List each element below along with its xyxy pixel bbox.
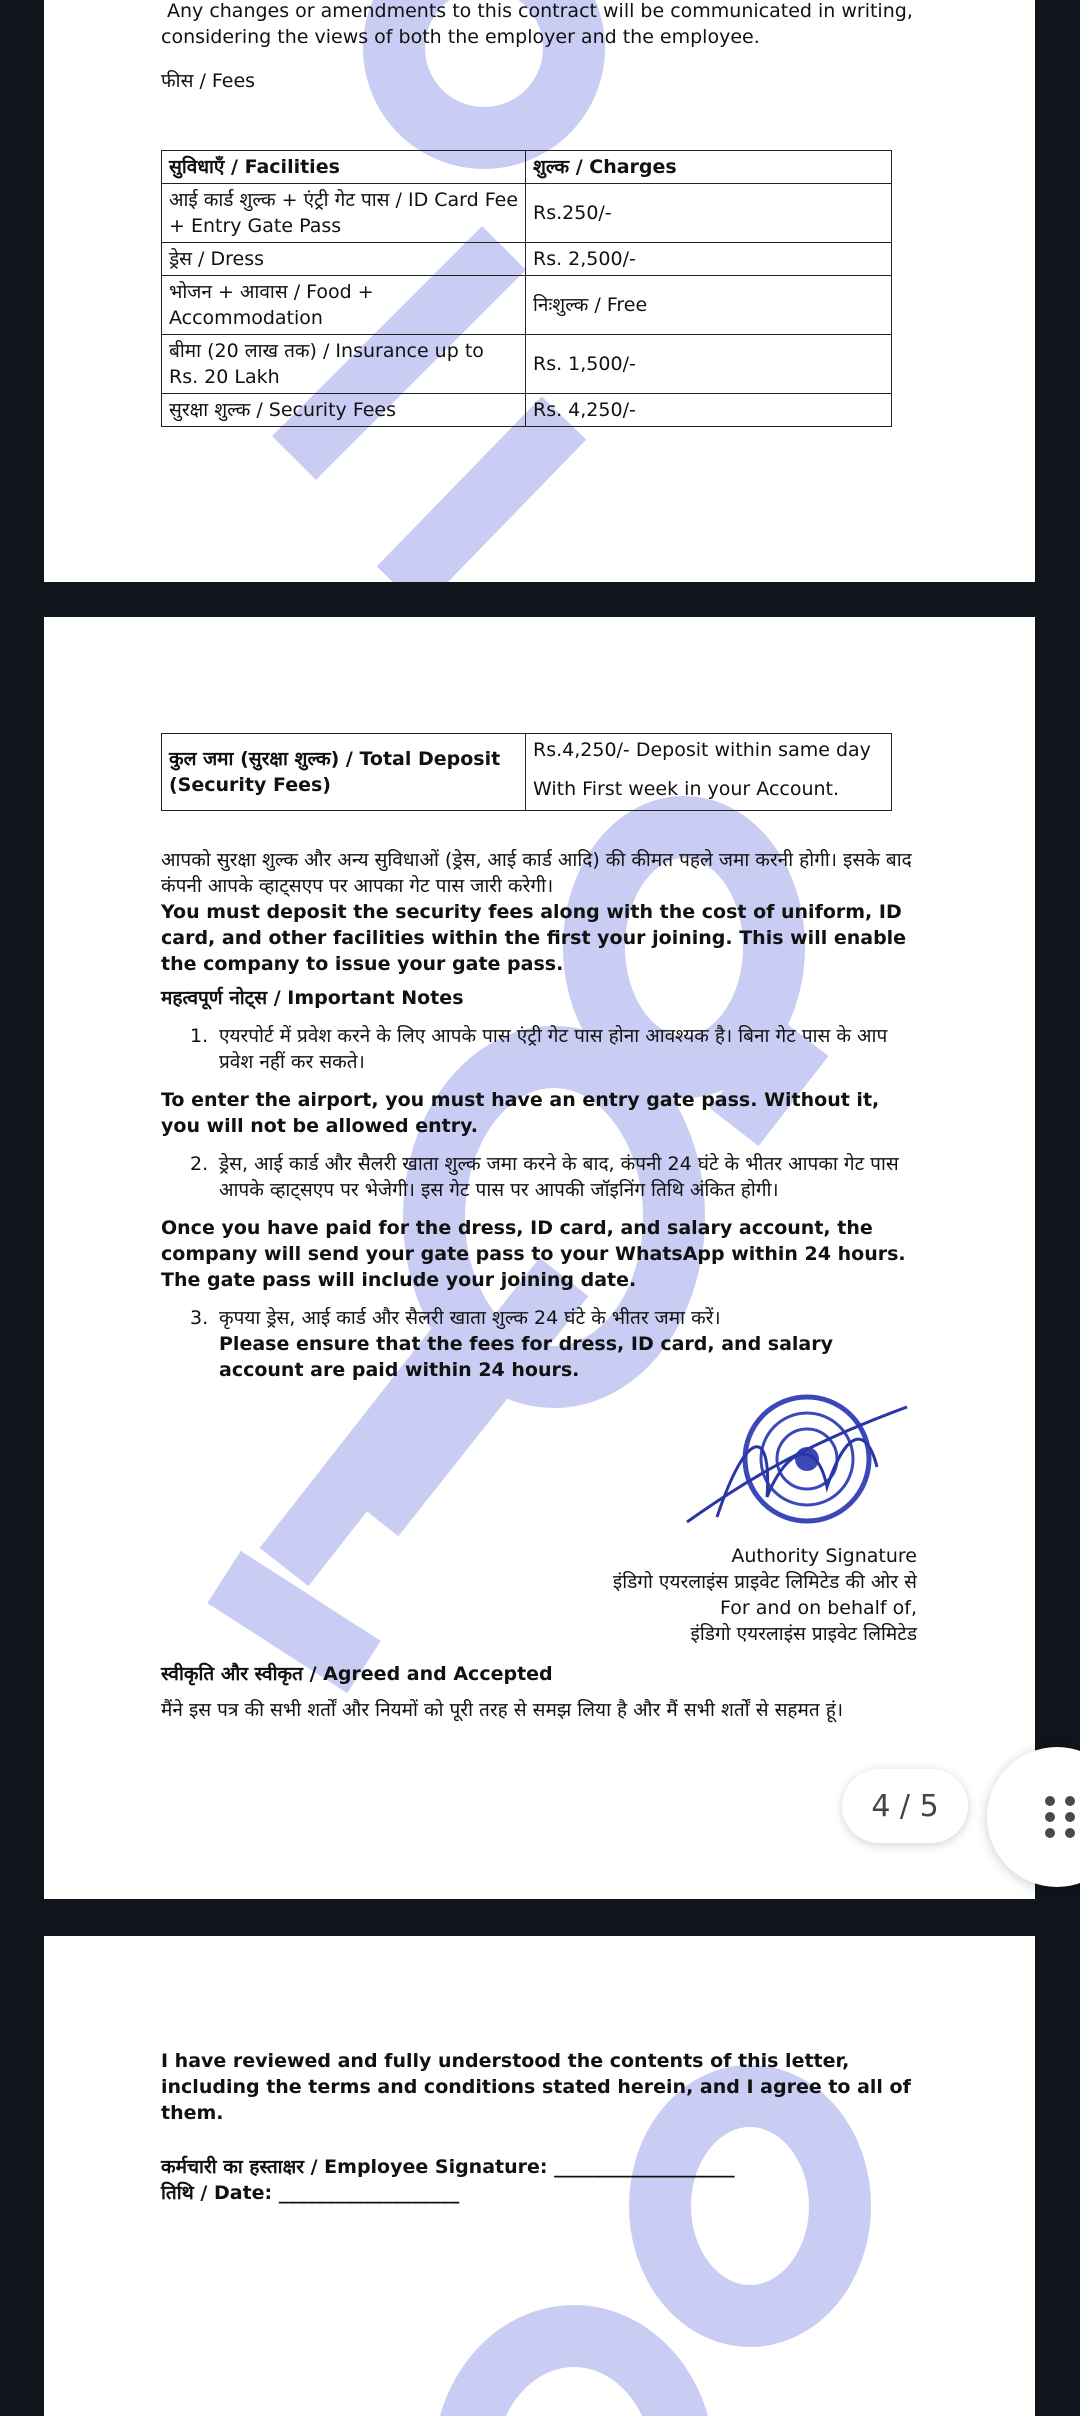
important-notes-heading: महत्वपूर्ण नोट्स / Important Notes — [161, 987, 464, 1009]
agreed-heading: स्वीकृति और स्वीकृत / Agreed and Accepted — [161, 1663, 553, 1685]
fees-heading: फीस / Fees — [161, 70, 256, 92]
header-charges: शुल्क / Charges — [526, 151, 892, 184]
fees-table — [161, 150, 892, 427]
grid-dots-icon — [1044, 1795, 1078, 1839]
deposit-value-cell — [526, 734, 892, 811]
facility-cell: सुरक्षा शुल्क / Security Fees — [162, 394, 526, 427]
document-page-3 — [44, 0, 1035, 582]
note-number: 2. — [190, 1153, 209, 1175]
agreed-text: मैंने इस पत्र की सभी शर्तों और नियमों को पूरी तरह से समझ लिया है और मैं सभी शर्तों से सहमत हूं। — [161, 1699, 844, 1721]
sig-line-4: इंडिगो एयरलाइंस प्राइवेट लिमिटेड — [690, 1623, 917, 1645]
note-number: 1. — [190, 1025, 209, 1047]
deposit-table — [161, 733, 892, 811]
deposit-value-line-2: With First week in your Account. — [533, 778, 840, 800]
sig-line-3: For and on behalf of, — [719, 1597, 917, 1619]
note-1-english: To enter the airport, you must have an entry gate pass. Without it, you will not be allowed entry. — [161, 1089, 880, 1137]
amendment-line-2: considering the views of both the employer and the employee. — [161, 26, 760, 48]
authority-stamp-signature — [677, 1387, 917, 1537]
date-line: तिथि / Date: ___________________ — [161, 2182, 460, 2204]
charge-cell: Rs.250/- — [526, 184, 892, 243]
table-row — [162, 335, 892, 394]
facility-cell: बीमा (20 लाख तक) / Insurance up to Rs. 20 Lakh — [162, 335, 526, 394]
table-row — [162, 184, 892, 243]
notes-list — [161, 1305, 917, 1383]
charge-cell: Rs. 4,250/- — [526, 394, 892, 427]
charge-cell: निःशुल्क / Free — [526, 276, 892, 335]
table-row — [162, 243, 892, 276]
facility-cell: ड्रेस / Dress — [162, 243, 526, 276]
employee-signature-line: कर्मचारी का हस्ताक्षर / Employee Signature: ___________________ — [161, 2156, 735, 2178]
charge-cell: Rs. 1,500/- — [526, 335, 892, 394]
note-1-hindi: एयरपोर्ट में प्रवेश करने के लिए आपके पास एंट्री गेट पास होना आवश्यक है। बिना गेट पास के आप प्रवेश नहीं कर सकते। — [219, 1025, 888, 1073]
charge-cell: Rs. 2,500/- — [526, 243, 892, 276]
note-number: 3. — [190, 1307, 209, 1329]
header-facilities: सुविधाएँ / Facilities — [162, 151, 526, 184]
table-header-row — [162, 151, 892, 184]
note-3-hindi: कृपया ड्रेस, आई कार्ड और सैलरी खाता शुल्क 24 घंटे के भीतर जमा करें। — [219, 1307, 721, 1329]
deposit-label: कुल जमा (सुरक्षा शुल्क) / Total Deposit (Security Fees) — [162, 734, 526, 811]
note-2-hindi: ड्रेस, आई कार्ड और सैलरी खाता शुल्क जमा करने के बाद, कंपनी 24 घंटे के भीतर आपका गेट पास आपके व्हाट्सएप पर भेजेगी। इस गेट पास पर आपकी जॉइनिंग तिथि अंकित होगी। — [219, 1153, 899, 1201]
page-indicator — [842, 1769, 968, 1843]
note-3-english: Please ensure that the fees for dress, ID card, and salary account are paid within 24 hours. — [219, 1333, 834, 1381]
signature-block — [161, 1543, 917, 1647]
amendment-line-1: Any changes or amendments to this contract will be communicated in writing, — [167, 0, 913, 22]
document-page-5 — [44, 1936, 1035, 2416]
english-deposit-paragraph: You must deposit the security fees along with the cost of uniform, ID card, and other facilities within the first your joining. This will enable the company to issue your gate pass. — [161, 901, 907, 975]
note-2-english: Once you have paid for the dress, ID card, and salary account, the company will send your gate pass to your WhatsApp within 24 hours. The gate pass will include your joining date. — [161, 1217, 906, 1291]
hindi-deposit-paragraph: आपको सुरक्षा शुल्क और अन्य सुविधाओं (ड्रेस, आई कार्ड आदि) की कीमत पहले जमा करनी होगी। इसके बाद कंपनी आपके व्हाट्सएप पर आपका गेट पास जारी करेगी। — [161, 849, 912, 897]
facility-cell: भोजन + आवास / Food + Accommodation — [162, 276, 526, 335]
review-statement: I have reviewed and fully understood the contents of this letter, including the terms and conditions stated herein, and I agree to all of them. — [161, 2050, 911, 2124]
page-indicator-text: 4 / 5 — [871, 1788, 939, 1824]
document-page-4 — [44, 617, 1035, 1899]
list-item — [161, 1023, 917, 1075]
facility-cell: आई कार्ड शुल्क + एंट्री गेट पास / ID Card Fee + Entry Gate Pass — [162, 184, 526, 243]
notes-list — [161, 1023, 917, 1075]
deposit-value-line-1: Rs.4,250/- Deposit within same day — [533, 739, 871, 761]
table-row — [162, 394, 892, 427]
table-row — [162, 276, 892, 335]
signature-stamp-area — [161, 1387, 917, 1537]
notes-list — [161, 1151, 917, 1203]
sig-line-1: Authority Signature — [731, 1545, 917, 1567]
list-item — [161, 1305, 917, 1383]
list-item — [161, 1151, 917, 1203]
sig-line-2: इंडिगो एयरलाइंस प्राइवेट लिमिटेड की ओर से — [612, 1571, 917, 1593]
